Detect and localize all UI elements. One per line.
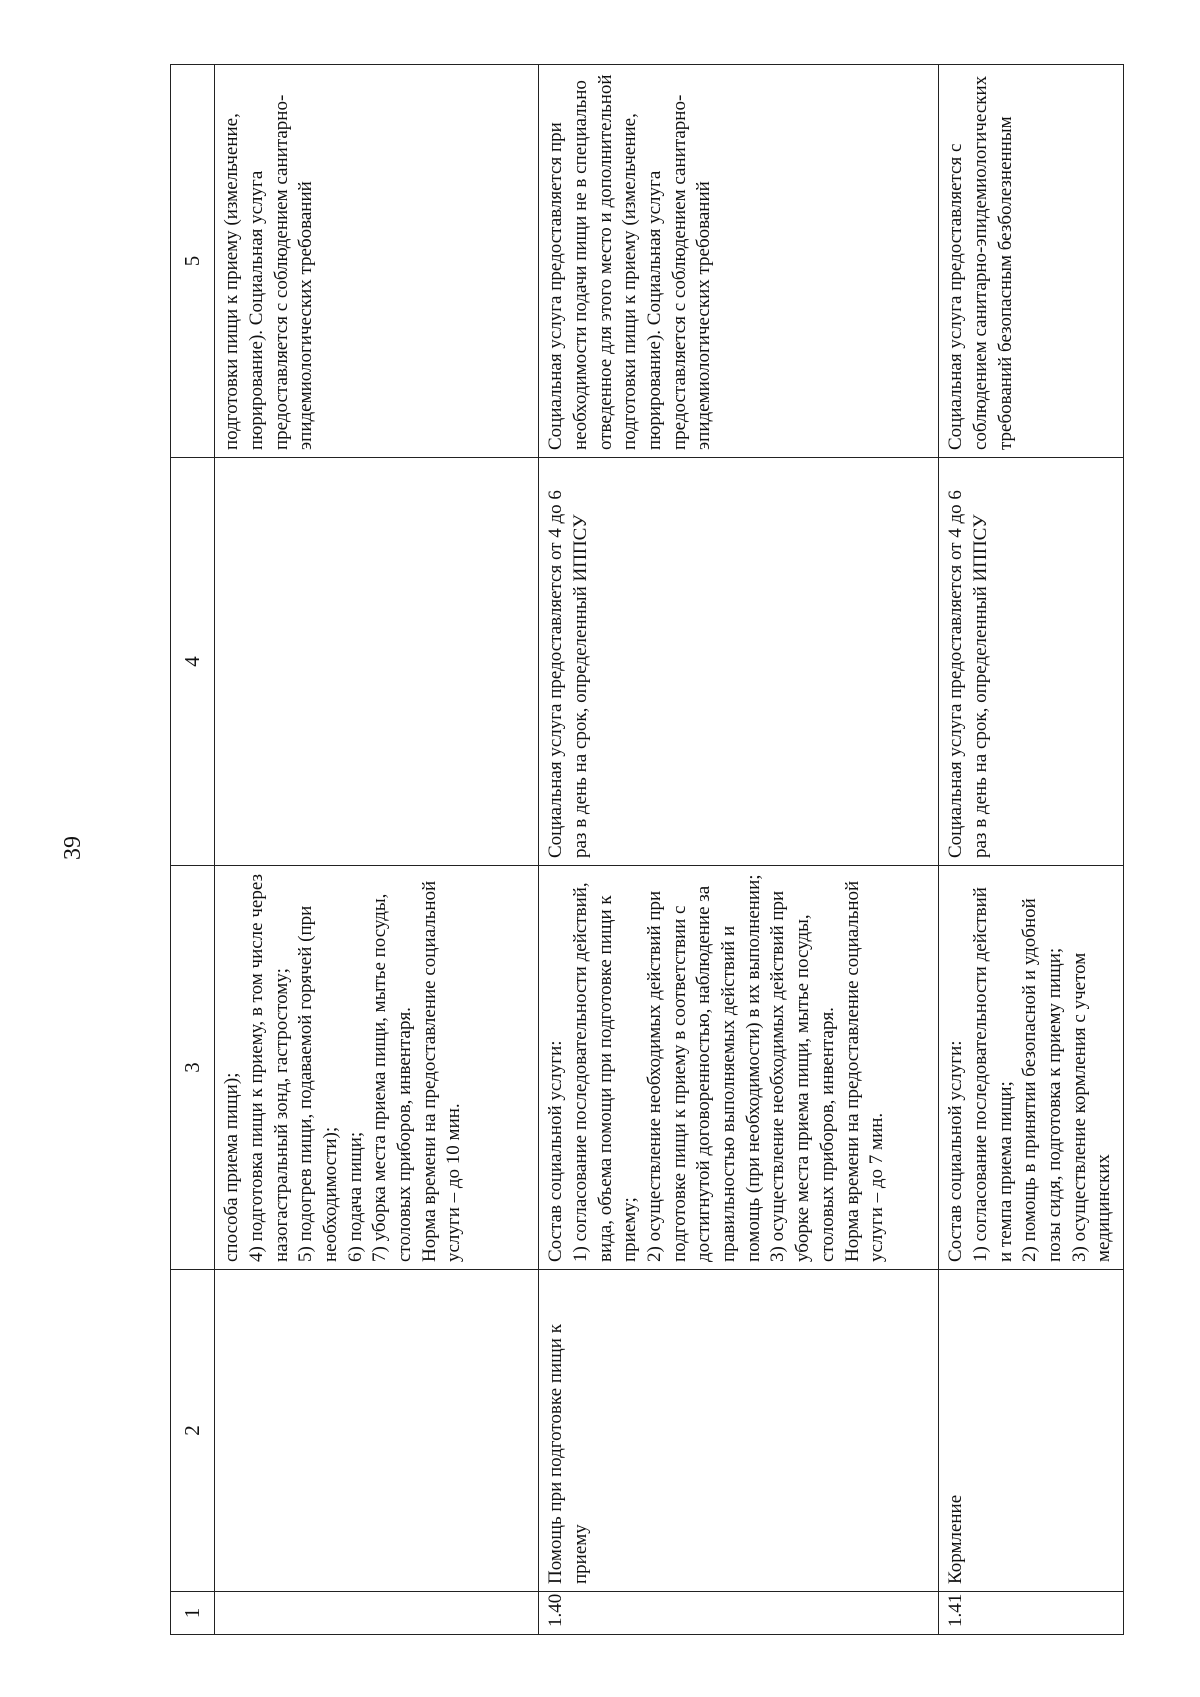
service-name: Кормление	[939, 1270, 1124, 1592]
service-composition	[539, 866, 939, 1270]
service-name	[215, 1270, 539, 1592]
composition-line: Норма времени на предоставление социальной услуги – до 10 мин.	[418, 880, 465, 1262]
services-table	[170, 64, 1124, 1635]
composition-line: 3) осуществление кормления с учетом медицинских	[1068, 952, 1115, 1262]
composition-line: 2) осуществление необходимых действий при подготовке пищи к приему в соответствии с достигнутой договоренностью, наблюдение за правильностью выполняемых действий и помощь (при необходимости) в их выполнении;	[644, 874, 764, 1262]
service-name: Помощь при подготовке пищи к приему	[539, 1270, 939, 1592]
service-frequency: Социальная услуга предоставляется от 4 до 6 раз в день на срок, определенный ИППСУ	[939, 458, 1124, 866]
service-frequency	[215, 458, 539, 866]
composition-line: Состав социальной услуги:	[945, 1040, 967, 1262]
service-composition	[939, 866, 1124, 1270]
composition-line: Норма времени на предоставление социальной услуги – до 7 мин.	[841, 880, 888, 1262]
row-number: 1.40	[539, 1592, 939, 1635]
service-conditions: подготовки пищи к приему (измельчение, пюрирование). Социальная услуга предоставляется с соблюдением санитарно-эпидемиологических требований	[215, 65, 539, 458]
header-col-4: 4	[171, 458, 215, 866]
composition-line: способа приема пищи);	[221, 1072, 243, 1262]
composition-line: 7) уборка места приема пищи, мытье посуды, столовых приборов, инвентаря.	[369, 893, 416, 1262]
page-number: 39	[60, 836, 86, 860]
composition-line: 1) согласование последовательности действий, вида, объема помощи при подготовке пищи к приему;	[569, 882, 641, 1262]
header-col-5: 5	[171, 65, 215, 458]
header-col-3: 3	[171, 866, 215, 1270]
composition-line: 3) осуществление необходимых действий при уборке места приема пищи, мытье посуды, столовых приборов, инвентаря.	[767, 890, 838, 1262]
composition-line: 4) подготовка пищи к приему, в том числе через назогастральный зонд, гастростому;	[245, 873, 292, 1262]
header-col-2: 2	[171, 1270, 215, 1592]
table-row	[215, 65, 539, 1635]
service-conditions: Социальная услуга предоставляется с соблюдением санитарно-эпидемиологических требований безопасным безболезненным	[939, 65, 1124, 458]
header-row	[171, 65, 215, 1635]
composition-line: 6) подача пищи;	[344, 1131, 366, 1262]
composition-line: 2) помощь в принятии безопасной и удобной позы сидя, подготовка к приему пищи;	[1019, 898, 1066, 1262]
composition-line: Состав социальной услуги:	[545, 1040, 567, 1262]
row-number: 1.41	[939, 1592, 1124, 1635]
table-row	[539, 65, 939, 1635]
composition-line: 5) подогрев пищи, подаваемой горячей (при необходимости);	[295, 905, 342, 1262]
header-col-1: 1	[171, 1592, 215, 1635]
row-number	[215, 1592, 539, 1635]
service-conditions: Социальная услуга предоставляется при необходимости подачи пищи не в специально отведенное для этого место и дополнительной подготовки пищи к приему (измельчение, пюрирование). Социальная услуга предоставляется с соблюдением санитарно-эпидемиологических требований	[539, 65, 939, 458]
composition-line: 1) согласование последовательности действий и темпа приема пищи;	[969, 887, 1016, 1262]
service-composition	[215, 866, 539, 1270]
service-frequency: Социальная услуга предоставляется от 4 до 6 раз в день на срок, определенный ИППСУ	[539, 458, 939, 866]
table-row	[939, 65, 1124, 1635]
rotated-content	[170, 65, 1130, 1635]
